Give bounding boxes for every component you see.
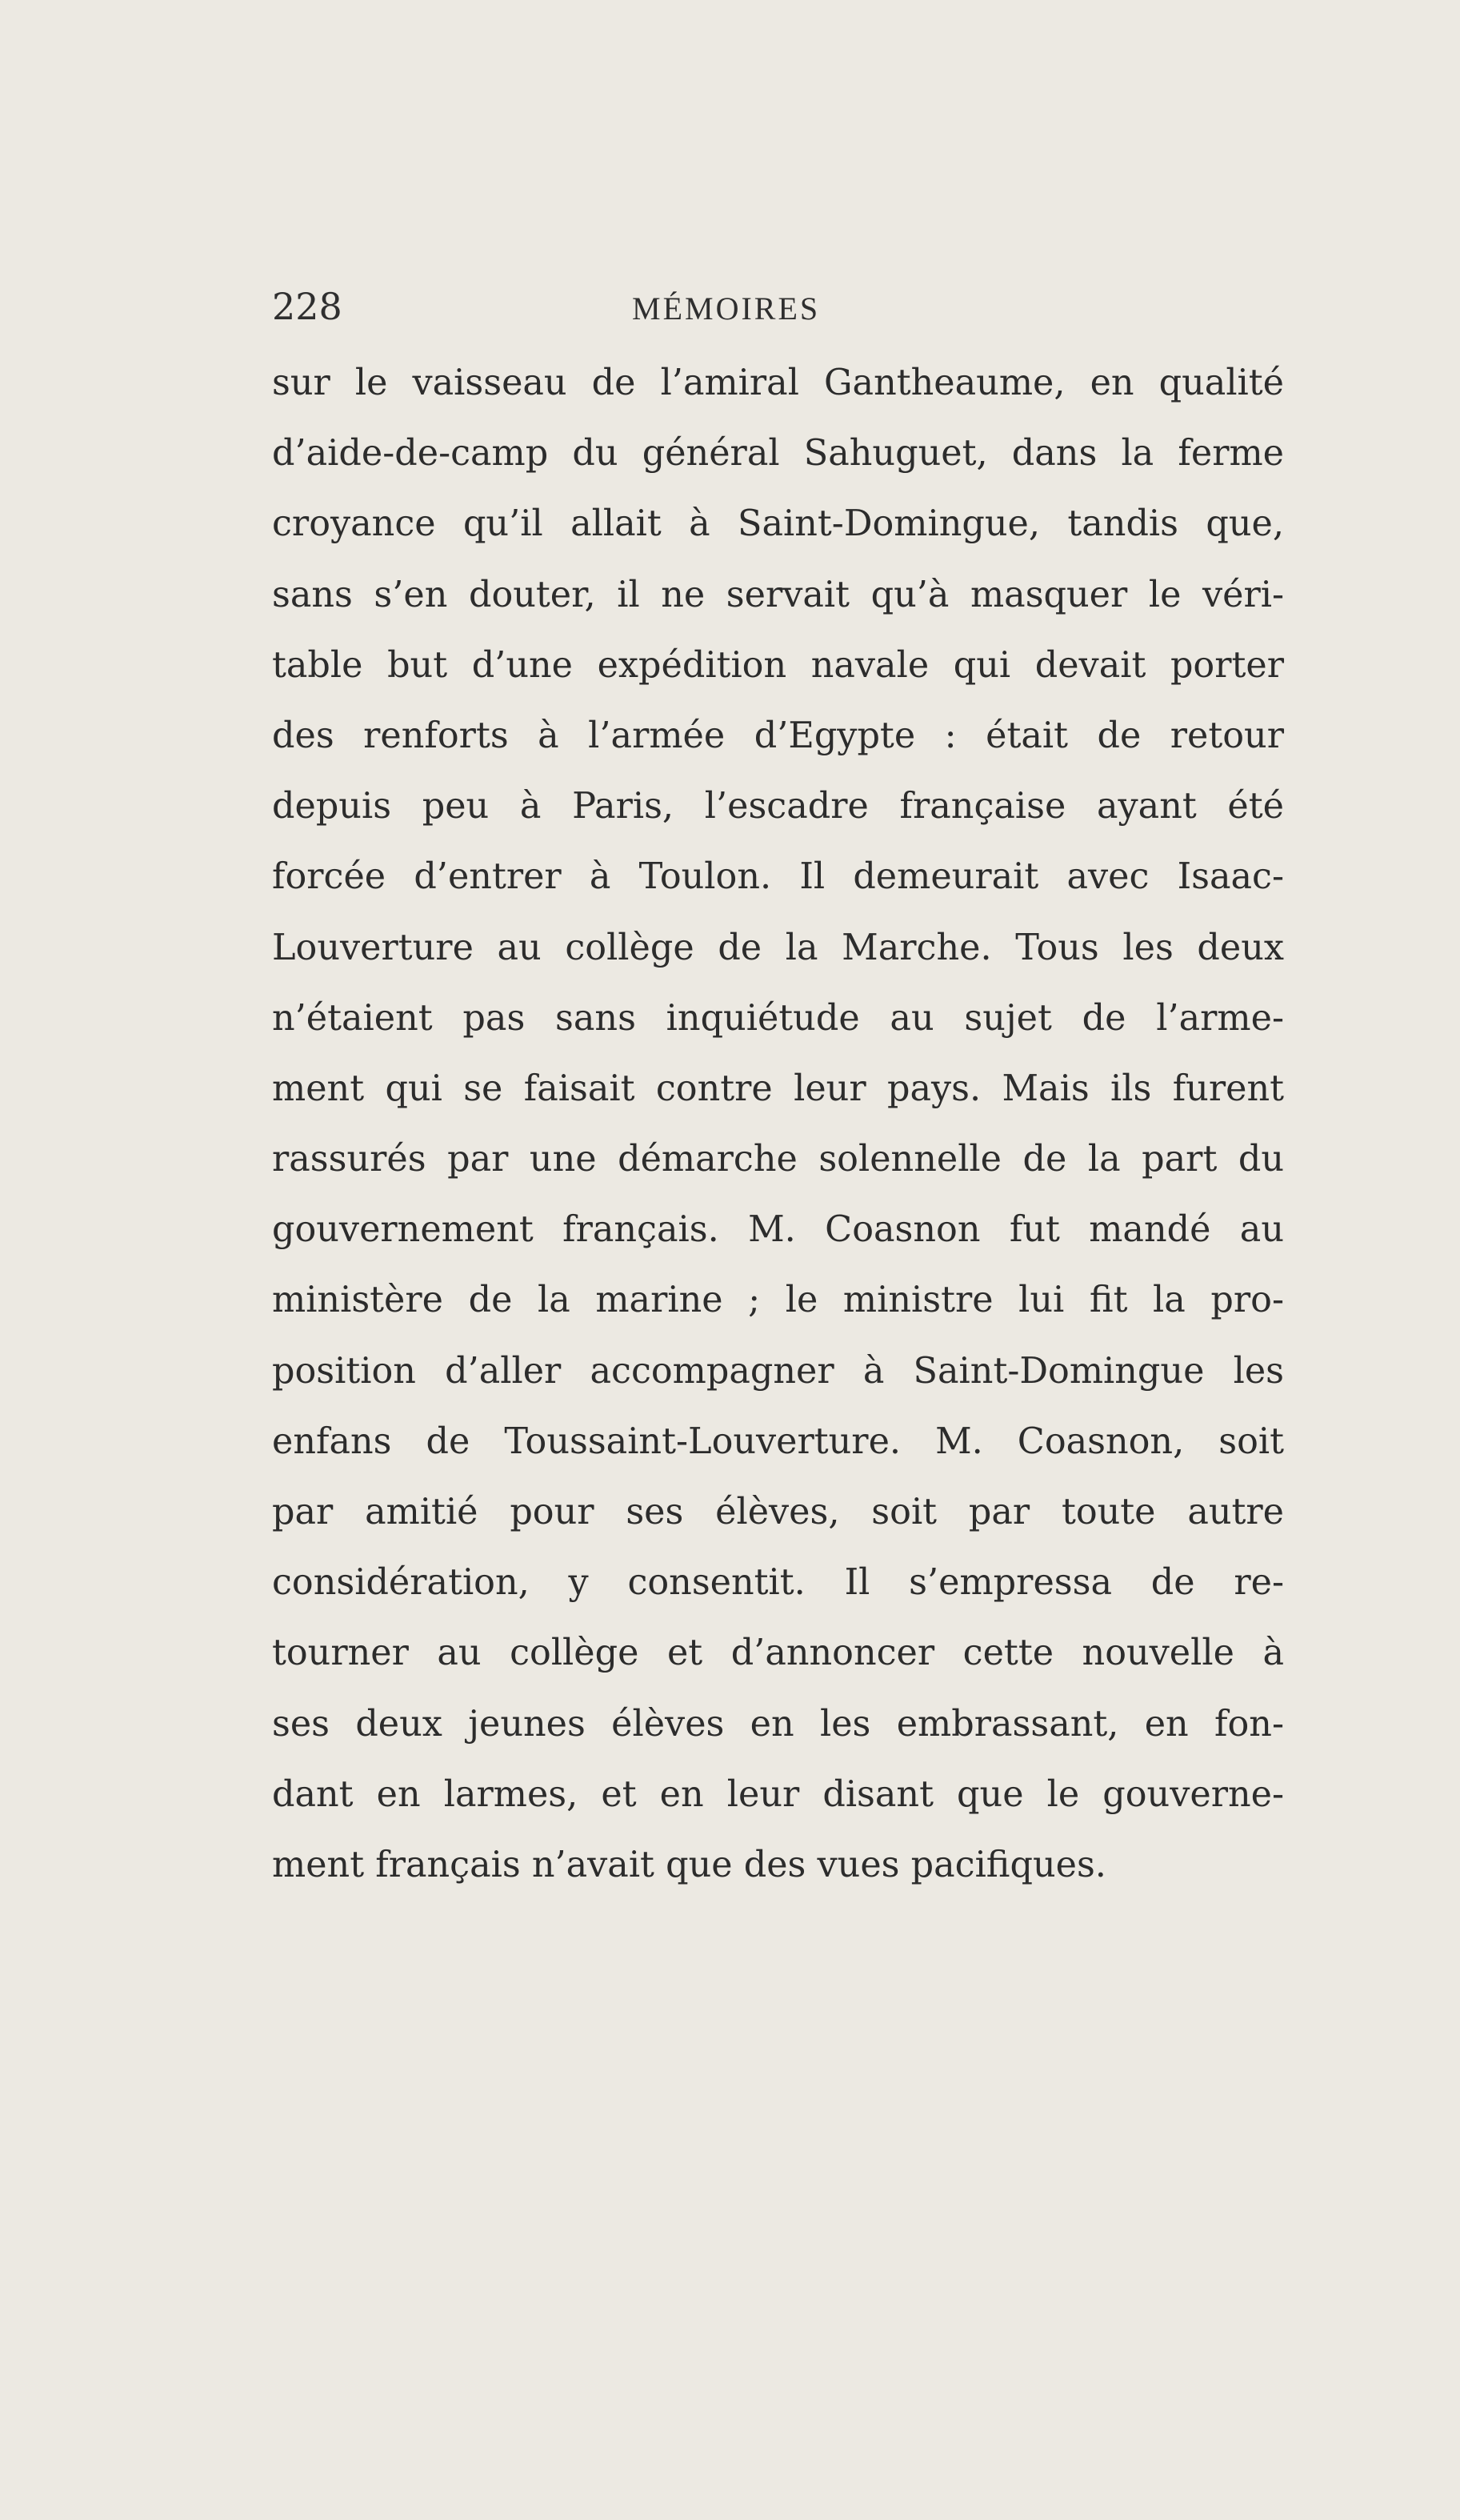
text-line: considération, y consentit. Il s’empressa de re- <box>272 1562 1284 1604</box>
text-line: sans s’en douter, il ne servait qu’à masquer le véri- <box>272 574 1284 615</box>
text-line: depuis peu à Paris, l’escadre française ayant été <box>272 786 1284 827</box>
text-line: rassurés par une démarche solennelle de la part du <box>272 1139 1284 1180</box>
text-line: table but d’une expédition navale qui devait porter <box>272 644 1284 686</box>
running-title: MÉMOIRES <box>632 290 821 327</box>
text-line: sur le vaisseau de l’amiral Gantheaume, en qualité <box>272 363 1284 403</box>
text-line: ment qui se faisait contre leur pays. Mais ils furent <box>272 1068 1284 1109</box>
text-line: ses deux jeunes élèves en les embrassant, en fon- <box>272 1703 1284 1745</box>
text-line: Louverture au collège de la Marche. Tous les deux <box>272 927 1284 968</box>
text-line: position d’aller accompagner à Saint-Domingue les <box>272 1350 1284 1392</box>
text-line: des renforts à l’armée d’Egypte : était de retour <box>272 715 1284 756</box>
body-text <box>272 348 1284 1901</box>
text-line: tourner au collège et d’annoncer cette nouvelle à <box>272 1633 1284 1674</box>
text-line: gouvernement français. M. Coasnon fut mandé au <box>272 1209 1284 1251</box>
text-line: dant en larmes, et en leur disant que le gouverne- <box>272 1773 1284 1815</box>
text-line: par amitié pour ses élèves, soit par toute autre <box>272 1492 1284 1532</box>
text-line: forcée d’entrer à Toulon. Il demeurait avec Isaac- <box>272 856 1284 898</box>
text-line: enfans de Toussaint-Louverture. M. Coasnon, soit <box>272 1420 1284 1462</box>
page-number: 228 <box>272 285 342 328</box>
text-line: croyance qu’il allait à Saint-Domingue, tandis que, <box>272 503 1284 545</box>
text-line: ment français n’avait que des vues pacifiques. <box>272 1844 1106 1885</box>
text-line: n’étaient pas sans inquiétude au sujet de l’arme- <box>272 997 1284 1039</box>
text-line: d’aide-de-camp du général Sahuguet, dans la ferme <box>272 433 1284 475</box>
text-line: ministère de la marine ; le ministre lui fit la pro- <box>272 1280 1284 1321</box>
page-header <box>272 280 1312 344</box>
